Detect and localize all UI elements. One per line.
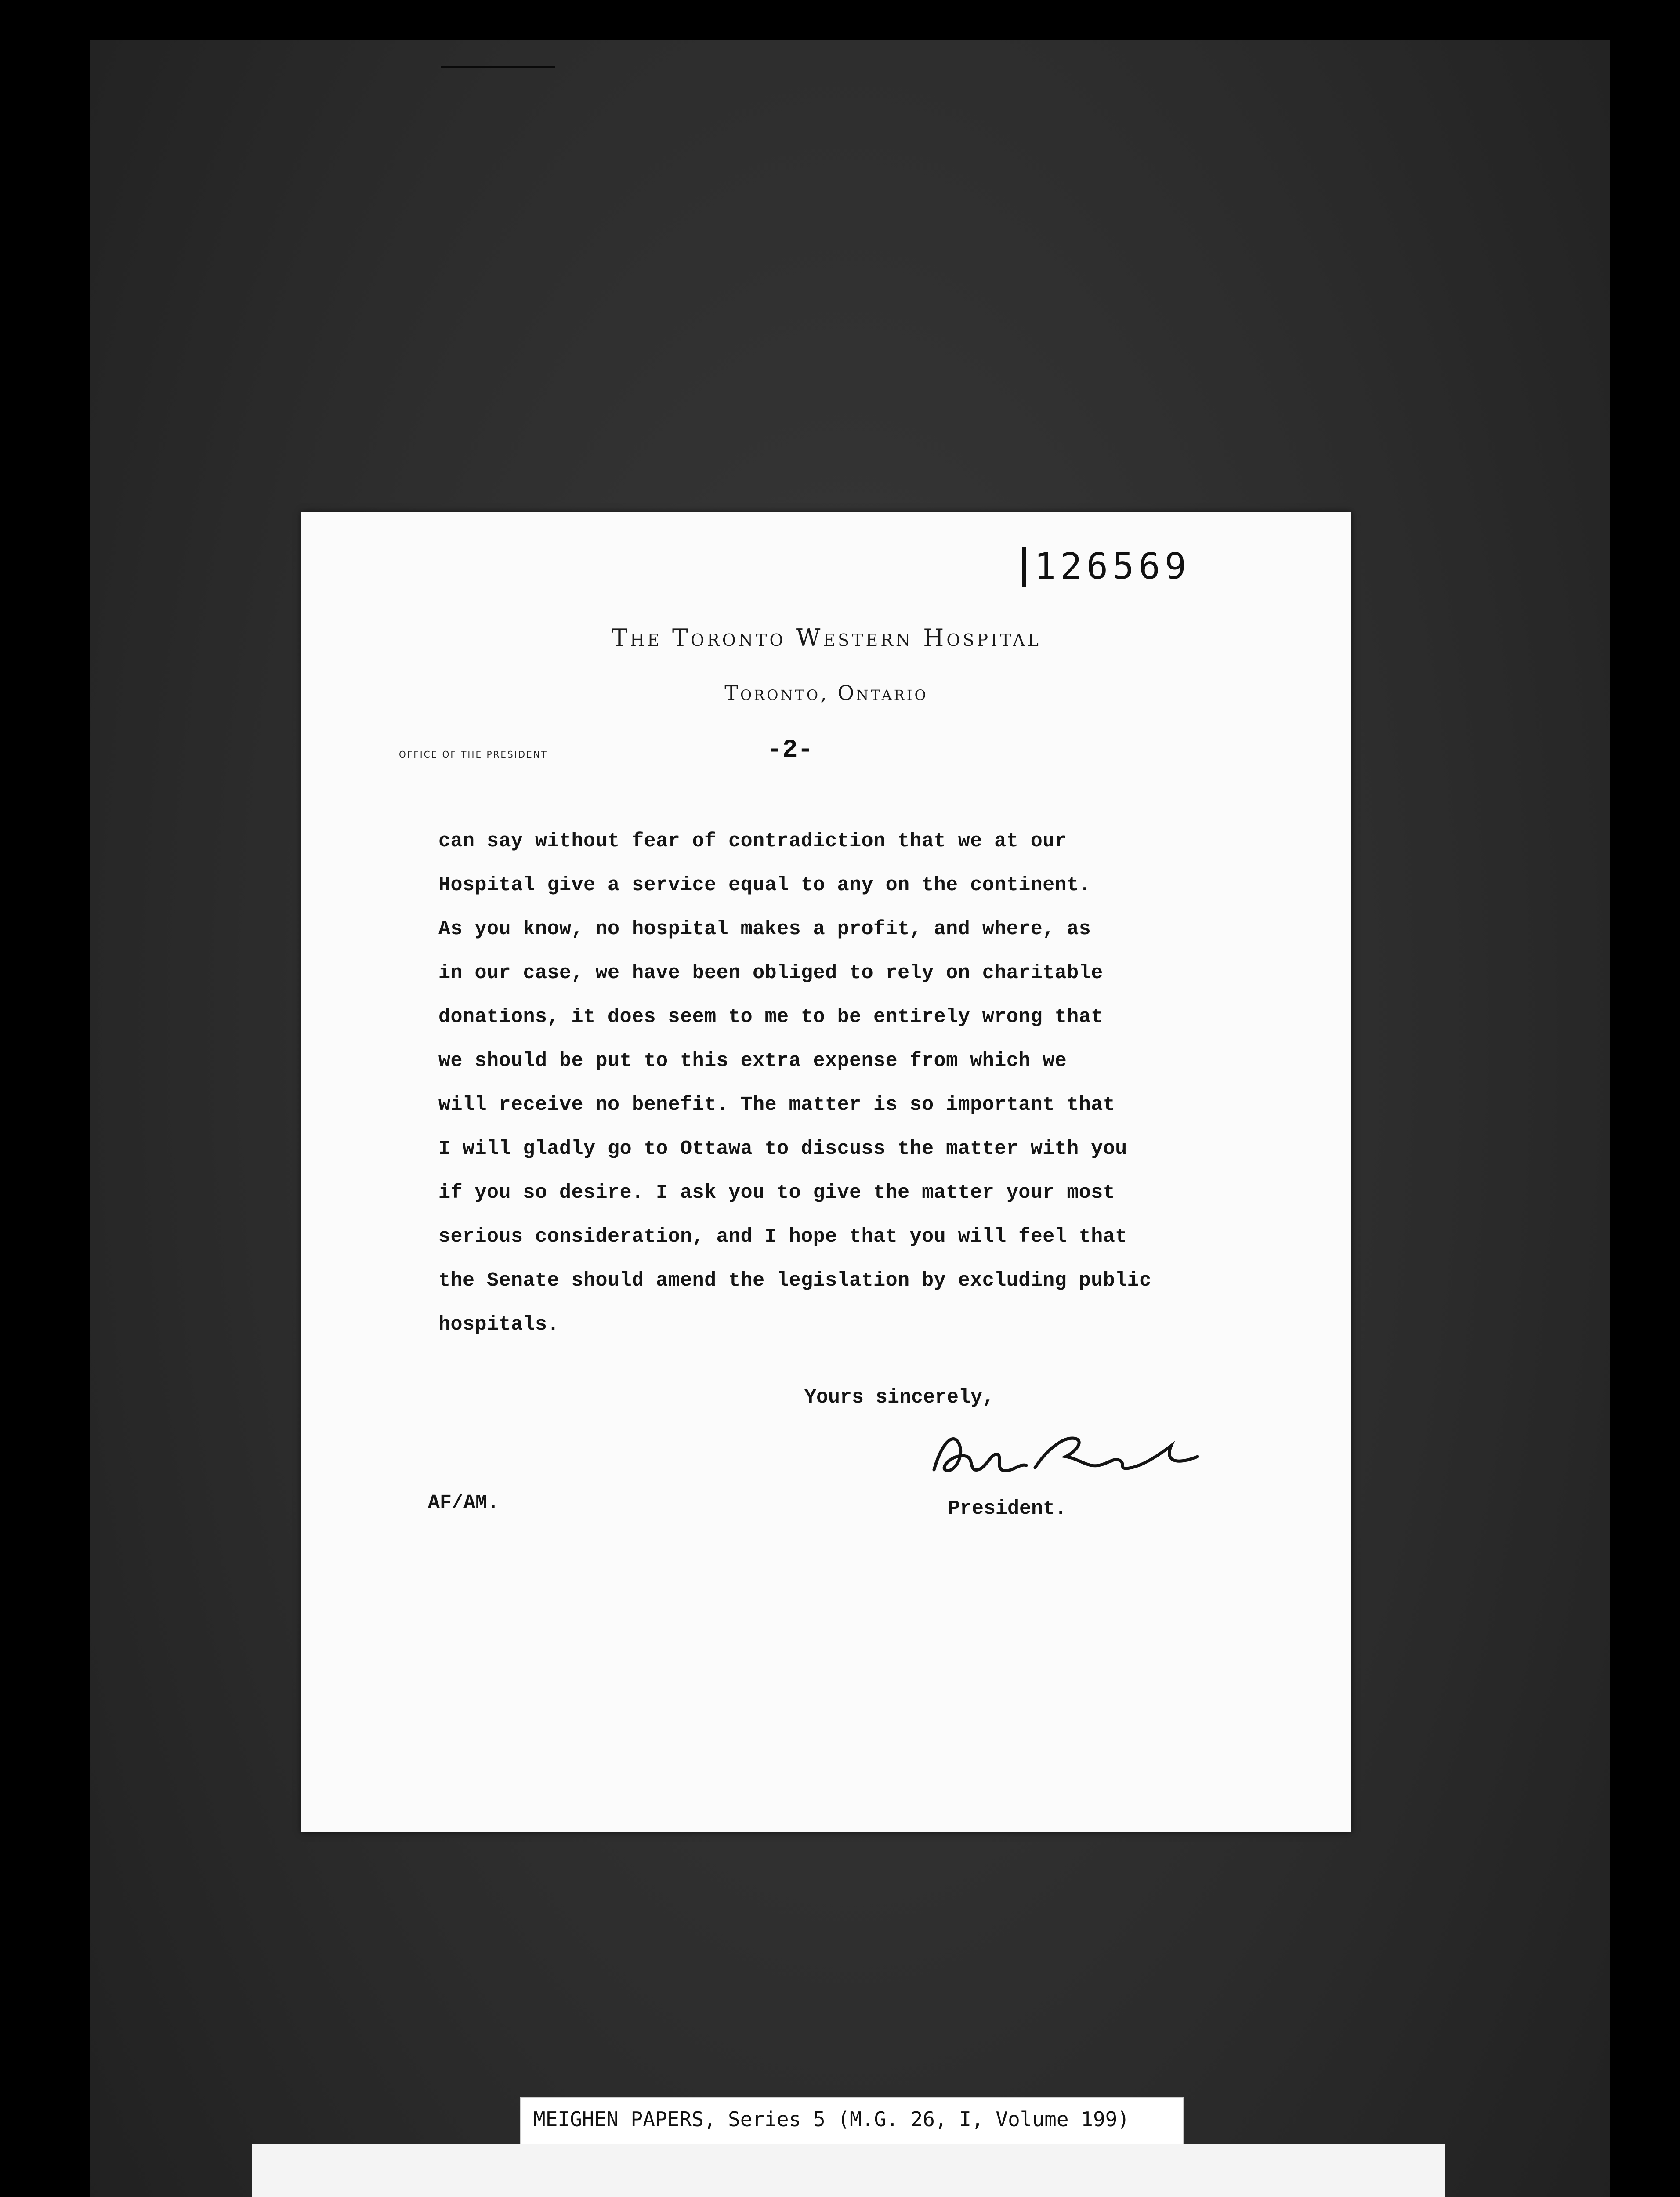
body-line: I will gladly go to Ottawa to discuss the matter with you xyxy=(438,1138,1127,1160)
handwritten-signature xyxy=(925,1421,1206,1487)
page-number: -2- xyxy=(767,736,813,765)
letterhead-office: OFFICE OF THE PRESIDENT xyxy=(399,749,548,760)
letterhead-city: Toronto, Ontario xyxy=(724,681,928,705)
archives-card xyxy=(252,2144,1445,2197)
series-label: MEIGHEN PAPERS, Series 5 (M.G. 26, I, Volume 199) xyxy=(520,2097,1184,2145)
letter-page xyxy=(301,512,1351,1832)
letter-closing: Yours sincerely, xyxy=(804,1386,995,1409)
document-number: 126569 xyxy=(1022,547,1191,587)
letter-body xyxy=(438,819,1264,1347)
body-line: will receive no benefit. The matter is so important that xyxy=(438,1094,1115,1116)
film-scratch xyxy=(441,66,555,68)
body-line: we should be put to this extra expense from which we xyxy=(438,1050,1067,1072)
body-line: if you so desire. I ask you to give the matter your most xyxy=(438,1182,1115,1204)
body-line: Hospital give a service equal to any on the continent. xyxy=(438,874,1091,896)
body-line: in our case, we have been obliged to rely on charitable xyxy=(438,962,1103,984)
body-line: As you know, no hospital makes a profit, and where, as xyxy=(438,918,1091,940)
typist-initials: AF/AM. xyxy=(428,1492,500,1514)
signer-title: President. xyxy=(948,1497,1067,1520)
letterhead-hospital-name: The Toronto Western Hospital xyxy=(611,624,1042,652)
body-line: hospitals. xyxy=(438,1313,560,1336)
body-line: can say without fear of contradiction that we at our xyxy=(438,830,1067,852)
body-line: donations, it does seem to me to be entirely wrong that xyxy=(438,1006,1103,1028)
body-line: the Senate should amend the legislation by excluding public xyxy=(438,1269,1151,1292)
body-line: serious consideration, and I hope that you will feel that xyxy=(438,1225,1127,1248)
